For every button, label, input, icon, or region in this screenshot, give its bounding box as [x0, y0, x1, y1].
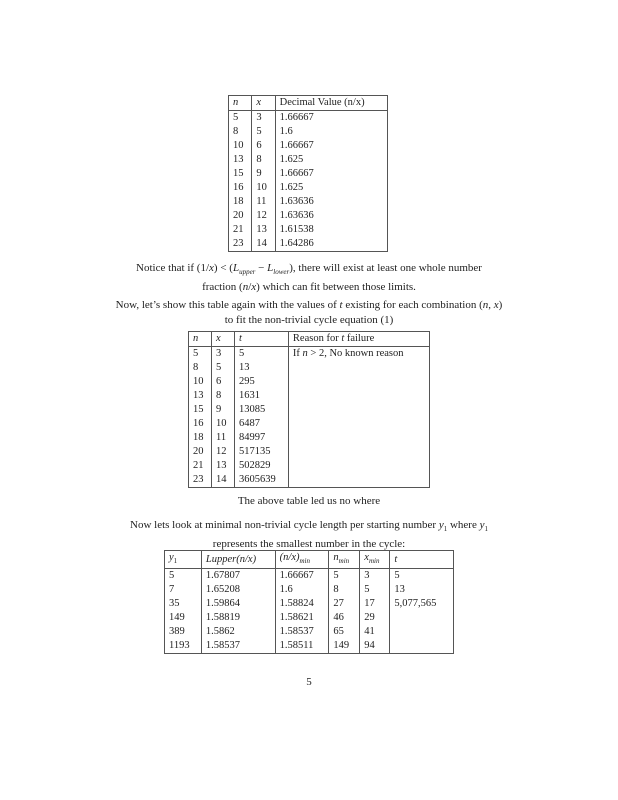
table-cell: 15 — [193, 404, 204, 415]
table-cell: 295 — [234, 375, 288, 389]
col-header-n: n — [229, 96, 252, 111]
table-cell — [390, 639, 454, 654]
table-cell: 9 — [252, 167, 275, 181]
col-header-t: t — [234, 332, 288, 347]
table-cell: 3 — [252, 111, 275, 126]
table-cell: 1.58511 — [275, 639, 329, 654]
table-row — [165, 611, 454, 625]
table-cell: 6 — [252, 139, 275, 153]
table-cell: 6 — [211, 375, 234, 389]
table-cell: 1.5862 — [201, 625, 275, 639]
table-cell: 1.66667 — [275, 167, 387, 181]
table-cell: 13 — [234, 361, 288, 375]
col-header-x: x — [252, 96, 275, 111]
table-cell: 1.6 — [275, 125, 387, 139]
table-cell: 14 — [211, 473, 234, 488]
table-minimal-cycle — [164, 550, 454, 654]
col-header-n: n — [189, 332, 212, 347]
table-cell: 17 — [360, 597, 390, 611]
table-cell: 1631 — [234, 389, 288, 403]
table-row — [165, 583, 454, 597]
table-cell: 1193 — [169, 640, 190, 652]
table-cell: 18 — [233, 196, 244, 207]
table-cell: 13 — [390, 583, 454, 597]
table-cell: 1.58824 — [275, 597, 329, 611]
table-cell: 94 — [360, 639, 390, 654]
col-header-y1: $y_1$ — [165, 551, 202, 569]
table-cell: 5 — [233, 112, 239, 123]
table-row — [229, 153, 388, 167]
table-row — [165, 569, 454, 584]
col-header-n-min: $n_{min}$ — [329, 551, 360, 569]
table-cell: 18 — [193, 432, 204, 443]
table-cell: 8 — [233, 126, 239, 137]
table-cell: 149 — [329, 639, 360, 654]
table-cell: 84997 — [234, 431, 288, 445]
table-cell: 5 — [360, 583, 390, 597]
table-cell: 10 — [252, 181, 275, 195]
table-cell: 16 — [233, 182, 244, 193]
table-t-values — [188, 331, 430, 488]
table-cell: 16 — [193, 418, 204, 429]
page-number: 5 — [306, 676, 312, 688]
table-cell: 3 — [211, 347, 234, 362]
table-row — [165, 639, 454, 654]
col-header-x-min: $x_{min}$ — [360, 551, 390, 569]
table-cell: 14 — [252, 237, 275, 252]
table-cell: 10 — [233, 140, 244, 151]
table-cell: 8 — [193, 362, 199, 373]
table-cell: 5 — [252, 125, 275, 139]
table-cell: 5 — [234, 347, 288, 362]
table-cell: 10 — [193, 376, 204, 387]
paragraph-no-where: The above table led us no where — [237, 495, 381, 507]
table-cell: 1.65208 — [201, 583, 275, 597]
table-cell: 1.58621 — [275, 611, 329, 625]
table-cell: 6487 — [234, 417, 288, 431]
table-cell: 1.61538 — [275, 223, 387, 237]
table-cell: 5 — [390, 569, 454, 584]
table-cell: 12 — [211, 445, 234, 459]
table-row — [229, 111, 388, 126]
table-cell — [390, 625, 454, 639]
table-cell: 11 — [252, 195, 275, 209]
paragraph-notice: Notice that if $(1/x) < (L_{upper} - L_{lower})$, there will exist at least one whole number fraction (n/x) which can fit between those limits. — [136, 262, 482, 294]
table-cell: 149 — [169, 612, 185, 624]
table-cell: 1.66667 — [275, 111, 387, 126]
table-cell: 41 — [360, 625, 390, 639]
table-cell: 10 — [211, 417, 234, 431]
table-cell: 1.63636 — [275, 209, 387, 223]
paragraph-minimal-cycle: Now lets look at minimal non-trivial cycle length per starting number $y_1$ where $y_1$ represents the smallest number in the cycle: — [130, 519, 488, 551]
table-cell: 1.625 — [275, 153, 387, 167]
table-row — [229, 181, 388, 195]
table-cell: 5 — [169, 570, 175, 582]
table-cell: 1.58819 — [201, 611, 275, 625]
table-row — [165, 625, 454, 639]
table-cell: 13085 — [234, 403, 288, 417]
table-cell: 1.59864 — [201, 597, 275, 611]
table-cell: 13 — [252, 223, 275, 237]
table-cell: 12 — [252, 209, 275, 223]
col-header-x: x — [211, 332, 234, 347]
table-cell: 21 — [193, 460, 204, 471]
table-cell: 1.58537 — [201, 639, 275, 654]
table-row — [229, 195, 388, 209]
table-cell: 8 — [211, 389, 234, 403]
table-cell: 13 — [233, 154, 244, 165]
col-header-t: t — [390, 551, 454, 569]
table-cell: 27 — [329, 597, 360, 611]
paragraph-table-again: Now, let’s show this table again with the values of t existing for each combination (n, x) to fit the non-trivial cycle equation (1) — [115, 299, 503, 326]
table-cell: 35 — [169, 598, 180, 610]
table-cell: 1.6 — [275, 583, 329, 597]
table-cell: 389 — [169, 626, 185, 638]
table-cell: 13 — [193, 390, 204, 401]
table-cell: 9 — [211, 403, 234, 417]
table-cell: 15 — [233, 168, 244, 179]
table-cell: 3 — [360, 569, 390, 584]
table-cell: 1.58537 — [275, 625, 329, 639]
table-cell: 8 — [329, 583, 360, 597]
table-cell: 5 — [211, 361, 234, 375]
table-cell: 517135 — [234, 445, 288, 459]
col-header-lupper: Lupper(n/x) — [201, 551, 275, 569]
table-cell: 13 — [211, 459, 234, 473]
table-cell: 1.625 — [275, 181, 387, 195]
table-cell: 20 — [233, 210, 244, 221]
table-cell: 5 — [193, 348, 199, 359]
table-cell: 5 — [329, 569, 360, 584]
col-header-reason: Reason for t failure — [288, 332, 429, 347]
table-row — [229, 223, 388, 237]
table-row — [229, 167, 388, 181]
table-cell: 1.66667 — [275, 569, 329, 584]
table-cell: 5,077,565 — [390, 597, 454, 611]
table-cell: 21 — [233, 224, 244, 235]
table-cell: 7 — [169, 584, 175, 596]
table-cell: 1.67807 — [201, 569, 275, 584]
table-cell: 23 — [233, 238, 244, 249]
table-cell: 3605639 — [234, 473, 288, 488]
table-cell: 46 — [329, 611, 360, 625]
table-row — [229, 139, 388, 153]
reason-cell: If n > 2, No known reason — [288, 347, 429, 488]
table-row — [165, 597, 454, 611]
table-cell: 1.66667 — [275, 139, 387, 153]
table-cell: 1.64286 — [275, 237, 387, 252]
table-row — [229, 125, 388, 139]
table-cell: 11 — [211, 431, 234, 445]
table-cell: 20 — [193, 446, 204, 457]
table-cell: 8 — [252, 153, 275, 167]
table-row — [189, 347, 430, 362]
table-cell — [390, 611, 454, 625]
table-row — [229, 209, 388, 223]
table-n-x-decimal — [228, 95, 388, 252]
table-cell: 65 — [329, 625, 360, 639]
table-row — [229, 237, 388, 252]
table-cell: 29 — [360, 611, 390, 625]
table-cell: 502829 — [234, 459, 288, 473]
table-cell: 23 — [193, 474, 204, 485]
table-cell: 1.63636 — [275, 195, 387, 209]
col-header-decimal: Decimal Value (n/x) — [275, 96, 387, 111]
col-header-nx-min: $(n/x)_{min}$ — [275, 551, 329, 569]
